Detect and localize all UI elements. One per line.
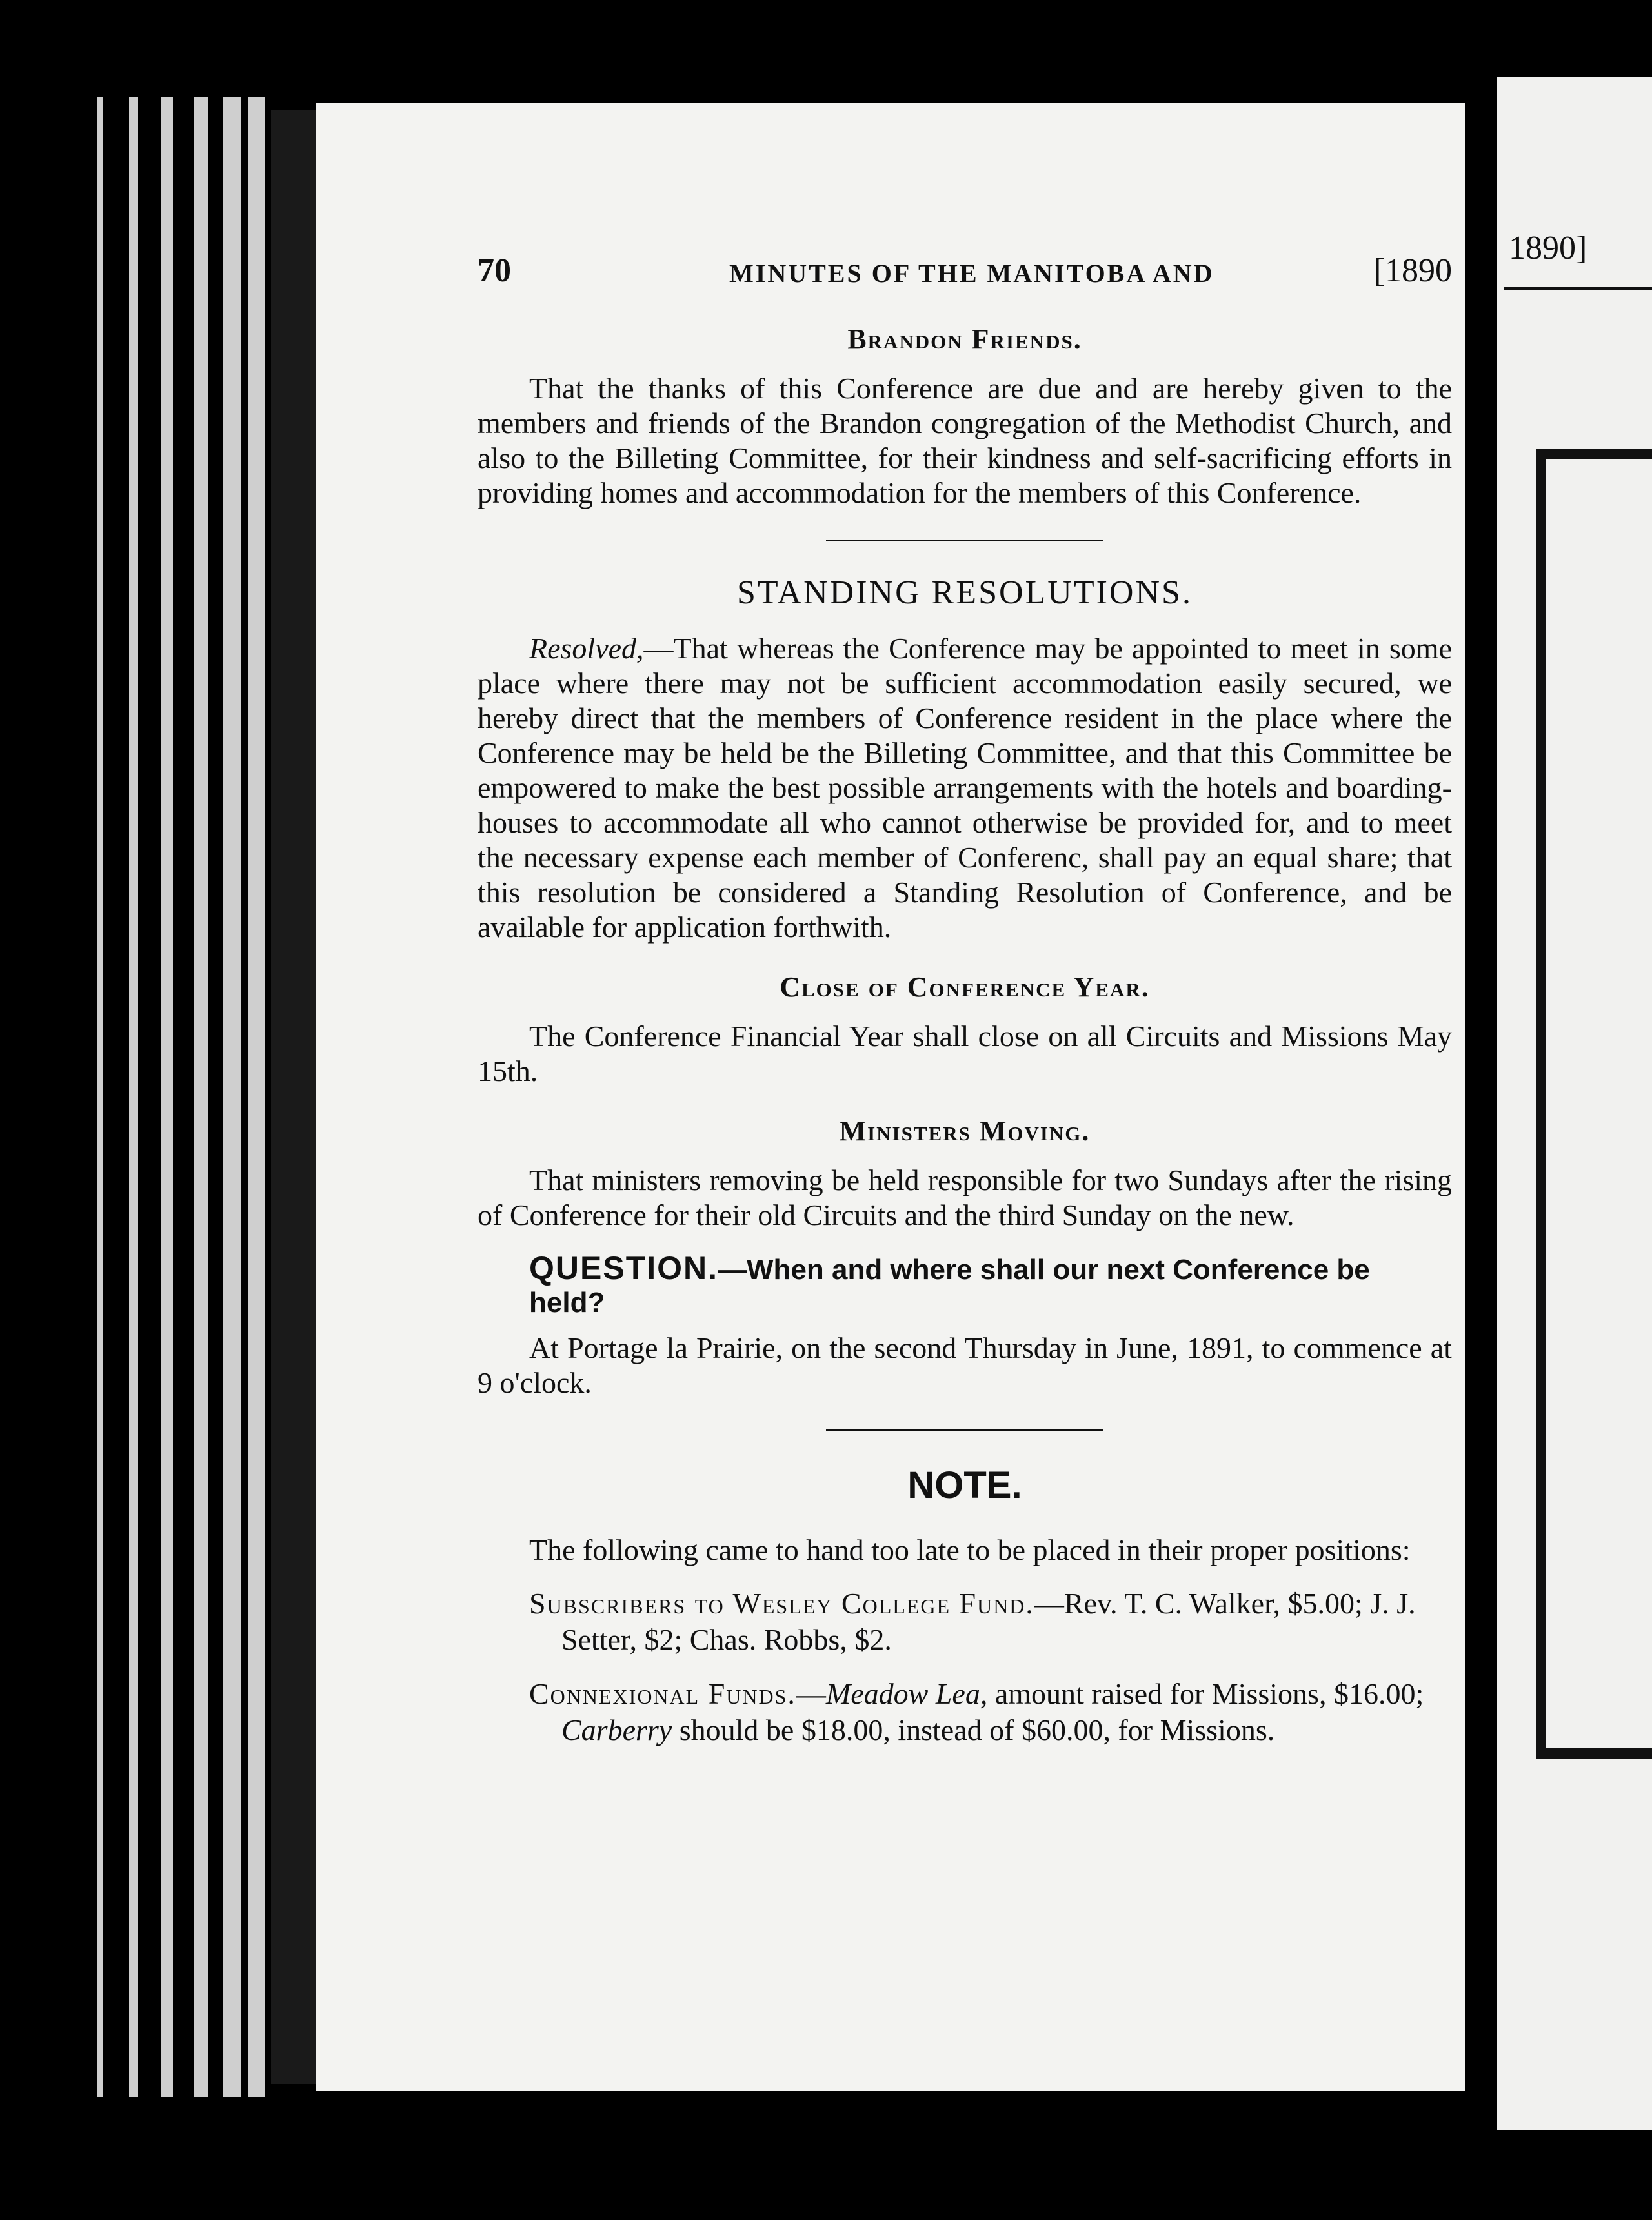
header-year: [1890 (1373, 252, 1452, 289)
connexional-funds-label: Connexional Funds. (529, 1677, 796, 1710)
facing-page-border (1536, 449, 1652, 1759)
document-page (316, 103, 1465, 2091)
close-year-paragraph: The Conference Financial Year shall close on all Circuits and Missions May 15th. (478, 1020, 1452, 1087)
question-label: QUESTION. (529, 1250, 719, 1286)
running-title: MINUTES OF THE MANITOBA AND (729, 259, 1214, 288)
page-edge (97, 97, 103, 2097)
facing-page (1497, 77, 1652, 2130)
book-spine (271, 110, 316, 2084)
page-edge (223, 97, 241, 2097)
page-header (478, 252, 1452, 310)
connexional-funds-entry (529, 1676, 1452, 1748)
facing-page-year: 1890] (1509, 230, 1587, 267)
section-heading-brandon: Brandon Friends. (847, 323, 1082, 355)
wesley-fund-text: —Rev. T. C. Walker, $5.00; J. J. Setter, $2; Chas. Robbs, $2. (561, 1587, 1416, 1656)
question-answer: At Portage la Prairie, on the second Thursday in June, 1891, to commence at 9 o'clock. (478, 1331, 1452, 1399)
wesley-fund-entry (529, 1586, 1452, 1658)
carberry: Carberry (561, 1713, 672, 1746)
section-heading-standing: STANDING RESOLUTIONS. (737, 574, 1193, 611)
connexional-dash: — (796, 1677, 826, 1710)
connexional-text-end: should be $18.00, instead of $60.00, for Missions. (672, 1713, 1275, 1746)
connexional-text: amount raised for Missions, $16.00; (987, 1677, 1424, 1710)
standing-text: —That whereas the Conference may be appointed to meet in some place where there may not be sufficient accommodation easily secured, we hereby direct that the members of Conference resident in the place where the Conference may be held be the Billeting Committee, and that this Committee be empowered to make the best possible arrangements with the hotels and boarding-houses to accommodate all who cannot otherwise be provided for, and to meet the necessary expense each member of Conferenc, shall pay an equal share; that this resolution be considered a Standing Resolution of Conference, and be available for application forthwith. (478, 632, 1452, 944)
page-edge (129, 97, 138, 2097)
question-text: —When and where shall our next Conference be held? (529, 1254, 1370, 1318)
divider (826, 1429, 1103, 1431)
divider (826, 540, 1103, 541)
page-edge (161, 97, 173, 2097)
section-heading-close-year: Close of Conference Year. (780, 971, 1150, 1003)
meadow-lea: Meadow Lea, (825, 1677, 988, 1710)
note-heading: NOTE. (907, 1464, 1022, 1506)
resolved-label: Resolved, (529, 632, 644, 665)
note-intro: The following came to hand too late to be placed in their proper positions: (529, 1533, 1411, 1566)
book-edges (0, 0, 316, 2220)
page-number: 70 (478, 252, 511, 289)
brandon-paragraph: That the thanks of this Conference are due and are hereby given to the members and friends of the Brandon congregation of the Methodist Church, and also to the Billeting Committee, for their kindness and self-sacrificing efforts in providing homes and accommodation for the members of this Conference. (478, 372, 1452, 509)
standing-paragraph (478, 631, 1452, 945)
ministers-paragraph: That ministers removing be held responsible for two Sundays after the rising of Conference for their old Circuits and the third Sunday on the new. (478, 1164, 1452, 1231)
wesley-fund-label: Subscribers to Wesley College Fund. (529, 1587, 1034, 1620)
section-heading-ministers: Ministers Moving. (839, 1115, 1091, 1147)
page-edge (248, 97, 265, 2097)
facing-page-rule (1504, 287, 1652, 290)
page-content (478, 252, 1452, 1748)
question-heading (529, 1249, 1452, 1319)
page-edge (194, 97, 208, 2097)
